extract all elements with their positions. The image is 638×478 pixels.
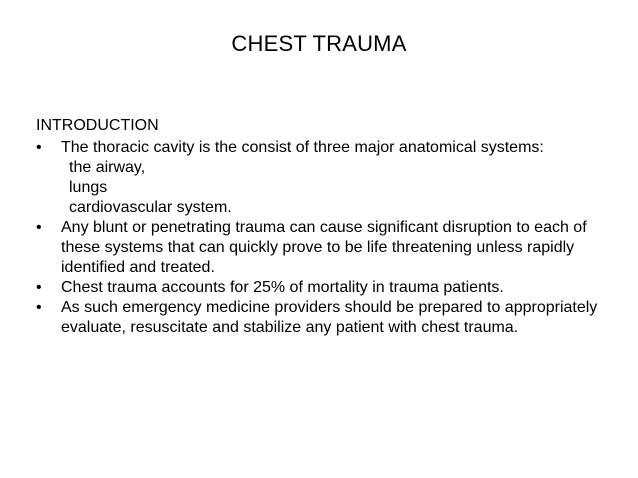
bullet-text: Any blunt or penetrating trauma can cause significant disruption to each of these systems that can quickly prove to be life threatening unless rapidly identified and treated. [61, 219, 587, 276]
slide-title: CHEST TRAUMA [231, 31, 407, 56]
bullet-marker: • [36, 219, 42, 236]
bullet-marker: • [36, 279, 42, 296]
bullet-text: As such emergency medicine providers should be prepared to appropriately evaluate, resuscitate and stabilize any patient with chest trauma. [61, 299, 598, 336]
slide-body [36, 116, 616, 338]
bullet-marker: • [36, 299, 42, 316]
sub-item: cardiovascular system. [69, 199, 232, 216]
bullet-item [36, 138, 616, 158]
sub-item: the airway, [69, 159, 146, 176]
bullet-text: Chest trauma accounts for 25% of mortality in trauma patients. [61, 279, 504, 296]
bullet-item [36, 298, 616, 338]
bullet-marker: • [36, 139, 42, 156]
bullet-text: The thoracic cavity is the consist of three major anatomical systems: [61, 139, 544, 156]
bullet-item [36, 278, 616, 298]
bullet-item [36, 218, 616, 278]
sub-item: lungs [69, 179, 108, 196]
section-heading: INTRODUCTION [36, 117, 159, 134]
